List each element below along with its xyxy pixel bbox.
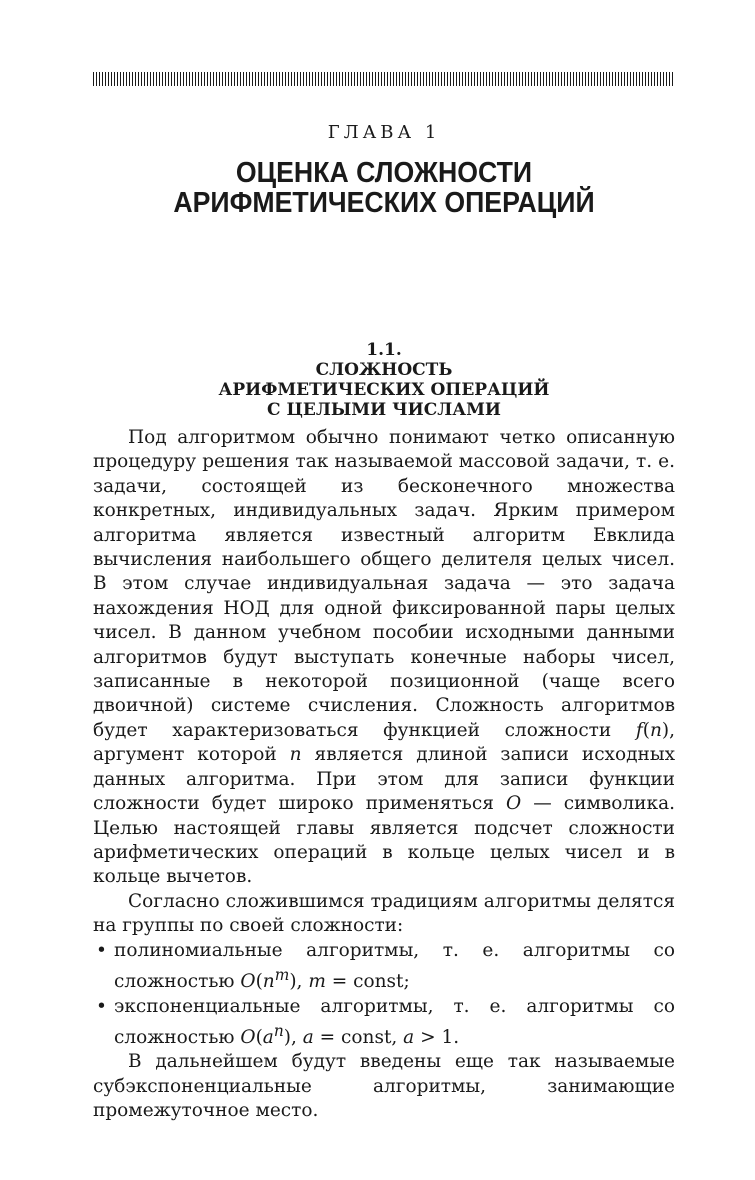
text-run: полиномиальные алгоритмы, т. е. алгоритмы со сложностью — [114, 939, 675, 993]
section-title-line: С ЦЕЛЫМИ ЧИСЛАМИ — [267, 400, 501, 420]
math-symbol: n — [262, 971, 275, 993]
math-symbol: m — [308, 971, 326, 993]
math-symbol: m — [274, 965, 290, 984]
math-symbol: f — [635, 719, 643, 741]
math-symbol: O — [505, 793, 522, 815]
text-run: ), аргумент которой — [93, 719, 675, 766]
math-symbol: n — [273, 1021, 284, 1040]
list-item — [93, 995, 675, 1051]
math-symbol: a — [262, 1027, 274, 1049]
text-run: > 1. — [414, 1027, 460, 1049]
text-run: является длиной записи исходных данных алгоритма. При этом для записи функции сложности будет широко применяться — [93, 744, 676, 815]
math-symbol: n — [289, 744, 302, 766]
math-symbol: O — [240, 971, 256, 993]
bullet-list — [93, 939, 675, 1051]
section-title-line: АРИФМЕТИЧЕСКИХ ОПЕРАЦИЙ — [218, 380, 550, 400]
list-item — [93, 939, 675, 995]
section-number: 1.1. — [366, 340, 402, 360]
paragraph — [93, 426, 675, 890]
math-symbol: n — [649, 719, 662, 741]
math-symbol: a — [302, 1027, 314, 1049]
math-symbol: a — [403, 1027, 415, 1049]
text-run: ( — [255, 1027, 263, 1049]
text-run: ), — [289, 971, 309, 993]
text-run: = const, — [313, 1027, 404, 1049]
section-heading — [93, 340, 675, 420]
chapter-label: ГЛАВА 1 — [327, 122, 441, 143]
chapter-title-line: ОЦЕНКА СЛОЖНОСТИ — [235, 157, 533, 189]
text-run: ), — [283, 1027, 303, 1049]
paragraph: Согласно сложившимся традициям алгоритмы делятся на группы по своей сложности: — [93, 890, 675, 937]
chapter-title — [116, 158, 651, 218]
text-run: = const; — [325, 971, 410, 993]
text-run: — символика. Целью настоящей главы является подсчет сложности арифметических операций в кольце целых чисел и в кольце вычетов. — [93, 793, 675, 888]
body-text — [93, 426, 675, 1124]
text-run: Под алгоритмом обычно понимают четко описанную процедуру решения так называемой массовой задачи, т. е. задачи, состоящей из бесконечного множества конкретных, индивидуальных задач. Ярким примером алгоритма является известный алгоритм Евклида вычисления наибольшего общего делителя целых чисел. В этом случае индивидуальная задача — это задача нахождения НОД для одной фиксированной пары целых чисел. В данном учебном пособии исходными данными алгоритмов будут выступать конечные наборы чисел, записанные в некоторой позиционной (чаще всего двоичной) системе счисления. Сложность алгоритмов будет характеризоваться функцией сложности — [93, 427, 675, 741]
text-run: ( — [255, 971, 263, 993]
paragraph: В дальнейшем будут введены еще так называемые субэкспоненциальные алгоритмы, занимающие промежуточное место. — [93, 1051, 675, 1122]
math-symbol: O — [240, 1027, 256, 1049]
text-run: ( — [642, 719, 650, 741]
text-run: экспоненциальные алгоритмы, т. е. алгоритмы со сложностью — [114, 995, 675, 1049]
header-rule — [93, 72, 675, 86]
section-title-line: СЛОЖНОСТЬ — [315, 360, 453, 380]
chapter-title-line: АРИФМЕТИЧЕСКИХ ОПЕРАЦИЙ — [173, 187, 595, 219]
